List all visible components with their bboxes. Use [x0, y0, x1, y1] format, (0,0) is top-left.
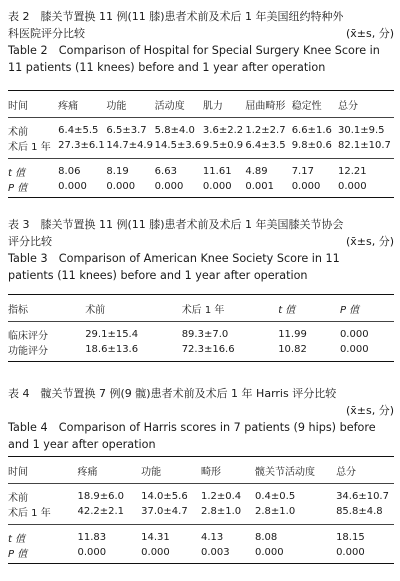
table3-cell: 10.82 [278, 344, 307, 355]
table4-cell: 11.83 [77, 532, 107, 543]
table4-cell: 0.000 [141, 547, 170, 558]
table-row [8, 164, 394, 179]
table2-stats-rule [8, 158, 394, 159]
table-row [8, 327, 394, 342]
table3-header-cell: P 值 [339, 304, 360, 316]
table2-stat-unit: (x̄±s, 分) [345, 27, 394, 40]
table4-cell: 术后 1 年 [8, 508, 51, 519]
table2-header-cell: 肌力 [202, 100, 223, 112]
table2-cell: 9.5±0.9 [202, 140, 244, 151]
table3-header-cell: t 值 [278, 304, 296, 316]
table3-cell: 0.000 [339, 344, 369, 355]
table2-title-en-line2: 11 patients (11 knees) before and 1 year after operation [8, 61, 326, 74]
table2-cell: 1.2±2.7 [245, 125, 286, 136]
table3-grid [8, 295, 394, 321]
table4-cell: 14.31 [141, 532, 170, 543]
table3-caption [8, 216, 394, 284]
table2-header-cell: 稳定性 [291, 100, 322, 112]
table-row [8, 530, 394, 545]
table2-grid [8, 91, 394, 117]
table2-stat-label: P 值 [8, 183, 28, 194]
table4-stat-label: t 值 [8, 534, 26, 545]
table2-cell: 6.6±1.6 [291, 125, 332, 136]
table-row [8, 504, 394, 519]
table2-cell: 0.000 [291, 181, 321, 192]
table3-bottom-rule [8, 361, 394, 362]
table2-cell: 8.06 [58, 166, 81, 177]
table-row [8, 123, 394, 138]
table4-header-cell: 功能 [141, 466, 162, 478]
table-row [8, 545, 394, 560]
table3-header-row [8, 295, 394, 321]
table2-cell: 6.4±5.5 [58, 125, 99, 136]
table4-title-en-line2: and 1 year after operation [8, 438, 156, 451]
table2-stats [8, 164, 394, 194]
table2-cell: 0.000 [106, 181, 136, 192]
table2-header-row [8, 91, 394, 117]
table2-header-cell: 时间 [8, 100, 28, 112]
table4-header-cell: 畸形 [200, 466, 221, 478]
table3-stat-unit: (x̄±s, 分) [345, 235, 394, 248]
table2-cell: 0.000 [154, 181, 184, 192]
table3-cell: 临床评分 [8, 331, 48, 342]
table4-stat-label: P 值 [8, 549, 28, 560]
table2-cell: 6.63 [154, 166, 177, 177]
table4-header-cell: 时间 [8, 466, 28, 478]
table2-cell: 4.89 [245, 166, 268, 177]
table2-body [8, 123, 394, 153]
table3-cell: 11.99 [278, 329, 307, 340]
table4-header-cell: 疼痛 [77, 466, 98, 478]
table2-cell: 6.5±3.7 [106, 125, 147, 136]
table4-cell: 0.4±0.5 [255, 491, 296, 502]
table4-cell: 0.000 [336, 547, 365, 558]
table4-cell: 85.8±4.8 [336, 506, 383, 517]
table2-cell: 3.6±2.2 [202, 125, 244, 136]
table2-stat-label: t 值 [8, 168, 26, 179]
table4-cell: 42.2±2.1 [77, 506, 125, 517]
table4-cell: 34.6±10.7 [336, 491, 389, 502]
table4-cell: 1.2±0.4 [200, 491, 242, 502]
table2-cell: 14.5±3.6 [154, 140, 202, 151]
table3-title-en-line1: Table 3 Comparison of American Knee Society Score in 11 [8, 252, 340, 265]
table3-header-cell: 术后 1 年 [181, 304, 225, 316]
table3-title-cn-line1: 表 3 膝关节置换 11 例(11 膝)患者术前及术后 1 年美国膝关节协会 [8, 218, 344, 231]
table4-grid [8, 457, 394, 483]
table3-cell: 89.3±7.0 [181, 329, 229, 340]
table4-cell: 2.8±1.0 [255, 506, 296, 517]
table2-cell: 0.000 [202, 181, 232, 192]
table4-cell: 0.000 [255, 547, 284, 558]
table2-title-cn-line2: 科医院评分比较 [8, 27, 85, 40]
table4-title-cn-line1: 表 4 髋关节置换 7 例(9 髋)患者术前及术后 1 年 Harris 评分比较 [8, 387, 337, 400]
table3-cell: 功能评分 [8, 346, 48, 357]
table3-cell: 29.1±15.4 [85, 329, 139, 340]
table4-caption [8, 385, 394, 453]
table2-cell: 术前 [8, 127, 28, 138]
table2-cell: 6.4±3.5 [245, 140, 286, 151]
table4-stats [8, 530, 394, 560]
table4-cell: 37.0±4.7 [141, 506, 188, 517]
table4-cell: 4.13 [200, 532, 224, 543]
table2-header-cell: 屈曲畸形 [245, 100, 286, 112]
table4-cell: 0.003 [200, 547, 230, 558]
table-row [8, 342, 394, 357]
table2-header-cell: 疼痛 [58, 100, 79, 112]
table2-caption [8, 8, 394, 76]
table2-cell: 82.1±10.7 [338, 140, 391, 151]
table2-cell: 术后 1 年 [8, 142, 51, 153]
table2-cell: 12.21 [338, 166, 367, 177]
table2-cell: 11.61 [202, 166, 232, 177]
table4-header-row [8, 457, 394, 483]
table4-header-cell: 总分 [336, 466, 357, 478]
table2-title-cn-line2-row [8, 25, 394, 42]
table4-cell: 术前 [8, 493, 28, 504]
table2-cell: 7.17 [291, 166, 314, 177]
table4-header-rule [8, 483, 394, 484]
table3-cell: 72.3±16.6 [181, 344, 235, 355]
table2-cell: 30.1±9.5 [338, 125, 385, 136]
table4-bottom-rule [8, 563, 394, 564]
table3-header-cell: 指标 [8, 304, 28, 316]
table2-header-cell: 总分 [338, 100, 358, 112]
table2-bottom-rule [8, 197, 394, 198]
table-row [8, 489, 394, 504]
table3-title-cn-line2: 评分比较 [8, 235, 52, 248]
table2-cell: 0.001 [245, 181, 275, 192]
table4-title-en-line1: Table 4 Comparison of Harris scores in 7 patients (9 hips) before [8, 421, 376, 434]
table4-cell: 8.08 [255, 532, 278, 543]
table2-cell: 9.8±0.6 [291, 140, 332, 151]
table4-stat-row [8, 402, 394, 419]
table4-cell: 0.000 [77, 547, 107, 558]
table3-header-rule [8, 321, 394, 322]
table2-title-cn-line1: 表 2 膝关节置换 11 例(11 膝)患者术前及术后 1 年美国纽约特种外 [8, 10, 344, 23]
table2-cell: 0.000 [58, 181, 87, 192]
table3-title-cn-line2-row [8, 233, 394, 250]
table2-cell: 27.3±6.1 [58, 140, 105, 151]
table4-stats-rule [8, 524, 394, 525]
table3-header-cell: 术前 [85, 304, 106, 316]
table2-header-cell: 功能 [106, 100, 127, 112]
table2 [8, 90, 394, 198]
table2-header-rule [8, 117, 394, 118]
table4-body [8, 489, 394, 519]
table3-cell: 0.000 [339, 329, 369, 340]
table4 [8, 456, 394, 564]
table2-cell: 0.000 [338, 181, 367, 192]
table3-title-en-line2: patients (11 knees) before and 1 year after operation [8, 269, 308, 282]
table3 [8, 294, 394, 362]
table4-cell: 2.8±1.0 [200, 506, 242, 517]
table3-cell: 18.6±13.6 [85, 344, 139, 355]
table2-header-cell: 活动度 [154, 100, 185, 112]
table4-stat-unit: (x̄±s, 分) [345, 404, 394, 417]
table4-cell: 14.0±5.6 [141, 491, 188, 502]
table4-cell: 18.15 [336, 532, 365, 543]
table-row [8, 179, 394, 194]
table2-cell: 8.19 [106, 166, 129, 177]
table2-cell: 14.7±4.9 [106, 140, 153, 151]
table2-title-en-line1: Table 2 Comparison of Hospital for Special Surgery Knee Score in [8, 44, 380, 57]
table-row [8, 138, 394, 153]
table3-body [8, 327, 394, 357]
table4-cell: 18.9±6.0 [77, 491, 125, 502]
table2-cell: 5.8±4.0 [154, 125, 195, 136]
table4-header-cell: 髋关节活动度 [255, 466, 316, 478]
